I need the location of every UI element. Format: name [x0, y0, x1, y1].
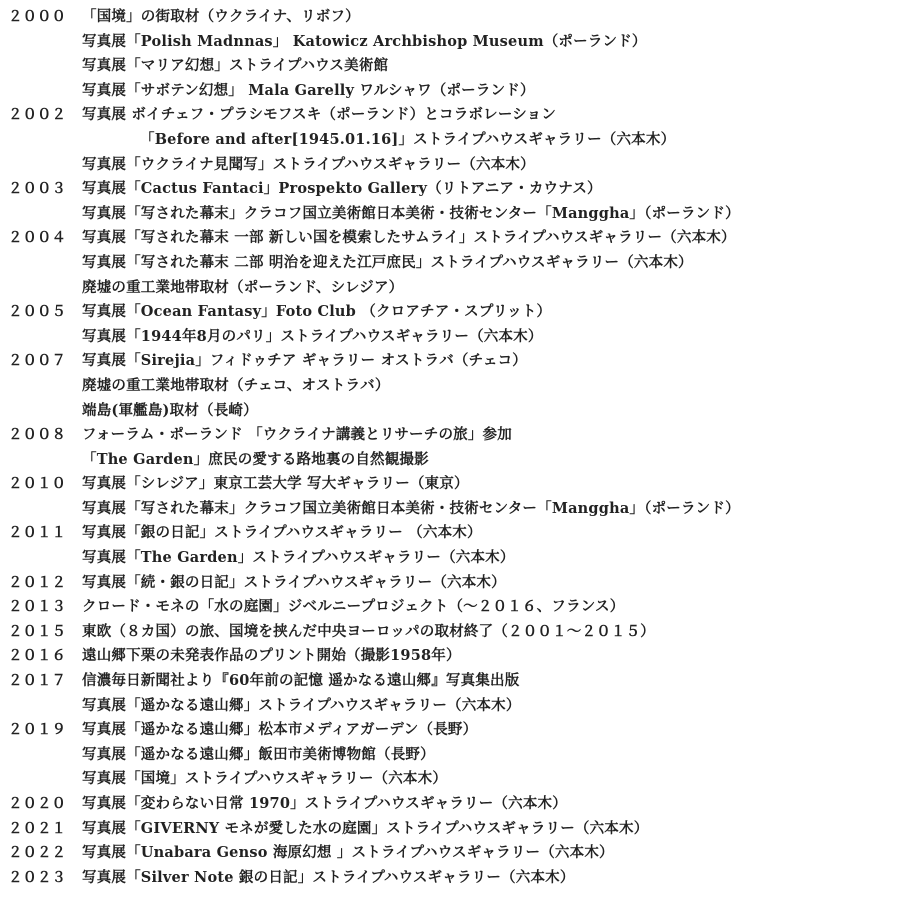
timeline-row	[0, 472, 900, 497]
timeline-text: 写真展「The Garden」ストライプハウスギャラリー（六本木）	[82, 549, 515, 567]
timeline-text: 写真展「遥かなる遠山郷」ストライプハウスギャラリー（六本木）	[82, 696, 521, 714]
timeline-year: ２００４	[8, 229, 66, 247]
timeline-year: ２０１１	[8, 524, 66, 542]
timeline-year: ２０１０	[8, 475, 66, 493]
timeline-row	[0, 399, 900, 424]
timeline-row	[0, 300, 900, 325]
timeline-row	[0, 79, 900, 104]
timeline-row	[0, 177, 900, 202]
timeline-text: フォーラム・ポーランド 「ウクライナ講義とリサーチの旅」参加	[82, 426, 512, 444]
timeline-text: 写真展「Polish Madnnas」 Katowicz Archbishop Museum（ポーランド）	[82, 32, 647, 50]
timeline-year: ２０１５	[8, 622, 66, 640]
timeline-year: ２０１９	[8, 721, 66, 739]
timeline-row	[0, 644, 900, 669]
timeline-row	[0, 571, 900, 596]
timeline-text: 東欧（８カ国）の旅、国境を挟んだ中央ヨーロッパの取材終了（２００１～２０１５）	[82, 622, 656, 640]
timeline-row	[0, 30, 900, 55]
timeline-year: ２００３	[8, 180, 66, 198]
timeline-text: 写真展「マリア幻想」ストライプハウス美術館	[82, 57, 389, 75]
timeline-text: 写真展「写された幕末」クラコフ国立美術館日本美術・技術センター「Manggha」（ポーランド）	[82, 499, 740, 517]
timeline-text: 写真展「続・銀の日記」ストライプハウスギャラリー（六本木）	[82, 573, 506, 591]
timeline-year: ２０２３	[8, 868, 66, 886]
timeline-text: 写真展 ボイチェフ・プラシモフスキ（ポーランド）とコラボレーション	[82, 106, 557, 124]
timeline-year: ２０１６	[8, 647, 66, 665]
timeline-text: 写真展「Sirejia」フィドゥチア ギャラリー オストラバ（チェコ）	[82, 352, 527, 370]
timeline-row	[0, 546, 900, 571]
timeline-row	[0, 718, 900, 743]
timeline-row	[0, 743, 900, 768]
timeline-row	[0, 817, 900, 842]
timeline-row	[0, 767, 900, 792]
timeline-text: 廃墟の重工業地帯取材（ポーランド、シレジア）	[82, 278, 404, 296]
timeline-year: ２００７	[8, 352, 66, 370]
timeline-text: 端島(軍艦島)取材（長崎）	[82, 401, 258, 419]
timeline-text: 信濃毎日新聞社より『60年前の記憶 遥かなる遠山郷』写真集出版	[82, 672, 520, 690]
timeline-text: 遠山郷下栗の未発表作品のプリント開始（撮影1958年）	[82, 647, 461, 665]
timeline-row	[0, 5, 900, 30]
timeline-text: 写真展「遥かなる遠山郷」飯田市美術博物館（長野）	[82, 745, 435, 763]
timeline-row	[0, 792, 900, 817]
timeline-text: 写真展「Unabara Genso 海原幻想 」ストライプハウスギャラリー（六本木）	[82, 844, 614, 862]
timeline-row	[0, 448, 900, 473]
timeline-year: ２０００	[8, 8, 66, 25]
timeline-text: 写真展「Ocean Fantasy」Foto Club （クロアチア・スプリット）	[82, 303, 552, 321]
timeline-text: 写真展「サボテン幻想」 Mala Garelly ワルシャワ（ポーランド）	[82, 81, 535, 99]
exhibition-timeline	[0, 5, 900, 890]
timeline-text: 写真展「Silver Note 銀の日記」ストライプハウスギャラリー（六本木）	[82, 868, 575, 886]
timeline-row	[0, 153, 900, 178]
timeline-row	[0, 226, 900, 251]
timeline-row	[0, 325, 900, 350]
timeline-row	[0, 54, 900, 79]
timeline-row	[0, 620, 900, 645]
timeline-row	[0, 866, 900, 891]
timeline-row	[0, 374, 900, 399]
timeline-year: ２０１２	[8, 573, 66, 591]
timeline-row	[0, 276, 900, 301]
timeline-row	[0, 128, 900, 153]
timeline-row	[0, 521, 900, 546]
timeline-row	[0, 202, 900, 227]
timeline-row	[0, 423, 900, 448]
timeline-year: ２０２２	[8, 844, 66, 862]
timeline-text: 写真展「写された幕末」クラコフ国立美術館日本美術・技術センター「Manggha」（ポーランド）	[82, 204, 740, 222]
timeline-row	[0, 669, 900, 694]
timeline-year: ２０１３	[8, 598, 66, 616]
timeline-text: 写真展「写された幕末 二部 明治を迎えた江戸庶民」ストライプハウスギャラリー（六本木）	[82, 253, 693, 271]
timeline-row	[0, 694, 900, 719]
timeline-text: 「Before and after[1945.01.16]」ストライプハウスギャラリー（六本木）	[140, 130, 676, 148]
timeline-text: 写真展「GIVERNY モネが愛した水の庭園」ストライプハウスギャラリー（六本木）	[82, 819, 649, 837]
timeline-year: ２０２０	[8, 795, 66, 812]
timeline-year: ２０１７	[8, 672, 66, 690]
timeline-year: ２００８	[8, 426, 66, 444]
timeline-row	[0, 103, 900, 128]
timeline-text: 写真展「ウクライナ見聞写」ストライプハウスギャラリー（六本木）	[82, 155, 535, 173]
timeline-text: 「国境」の街取材（ウクライナ、リボフ）	[82, 8, 360, 25]
timeline-text: 写真展「変わらない日常 1970」ストライプハウスギャラリー（六本木）	[82, 795, 567, 812]
timeline-year: ２００２	[8, 106, 66, 124]
timeline-text: 「The Garden」庶民の愛する路地裏の自然観撮影	[82, 450, 429, 468]
timeline-row	[0, 841, 900, 866]
timeline-text: 廃墟の重工業地帯取材（チェコ、オストラバ）	[82, 376, 390, 394]
timeline-text: 写真展「遥かなる遠山郷」松本市メディアガーデン（長野）	[82, 721, 478, 739]
timeline-row	[0, 595, 900, 620]
timeline-text: 写真展「国境」ストライプハウスギャラリー（六本木）	[82, 770, 448, 788]
timeline-year: ２０２１	[8, 819, 66, 837]
timeline-row	[0, 251, 900, 276]
timeline-row	[0, 349, 900, 374]
timeline-text: クロード・モネの「水の庭園」ジベルニープロジェクト（～２０１６、フランス）	[82, 598, 625, 616]
timeline-text: 写真展「1944年8月のパリ」ストライプハウスギャラリー（六本木）	[82, 327, 543, 345]
timeline-text: 写真展「銀の日記」ストライプハウスギャラリー （六本木）	[82, 524, 482, 542]
timeline-text: 写真展「シレジア」東京工芸大学 写大ギャラリー（東京）	[82, 475, 469, 493]
timeline-row	[0, 497, 900, 522]
timeline-text: 写真展「Cactus Fantaci」Prospekto Gallery（リトアニア・カウナス）	[82, 180, 602, 198]
timeline-text: 写真展「写された幕末 一部 新しい国を模索したサムライ」ストライプハウスギャラリー（六本木）	[82, 229, 736, 247]
timeline-year: ２００５	[8, 303, 66, 321]
